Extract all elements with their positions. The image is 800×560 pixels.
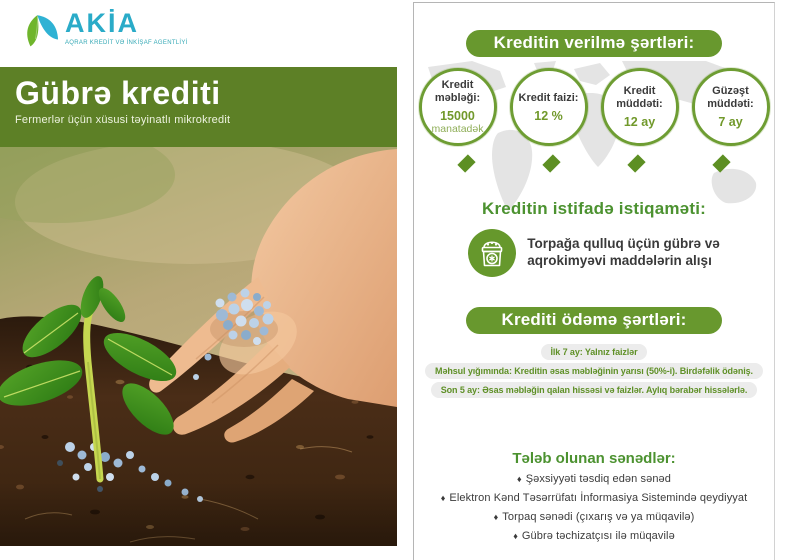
card-content (414, 30, 774, 542)
document-item-text: Elektron Kənd Təsərrüfatı İnformasiya Sistemində qeydiyyat (449, 492, 748, 504)
condition-circle-interest (510, 68, 588, 146)
diamond-icon (457, 154, 475, 172)
repayment-lines (414, 344, 774, 398)
document-item (414, 473, 774, 485)
document-item-text: Gübrə təchizatçısı ilə müqavilə (521, 530, 675, 542)
condition-unit: manatadək (431, 122, 484, 135)
diamond-bullet-icon: ♦ (513, 531, 518, 541)
logo-tagline: AQRAR KREDİT VƏ İNKİŞAF AGENTLİYİ (65, 40, 188, 46)
document-item-text: Torpaq sənədi (çıxarış və ya müqavilə) (502, 511, 695, 523)
condition-value: 12 % (534, 108, 563, 123)
documents-list (414, 473, 774, 542)
diamond-separators (414, 158, 774, 169)
condition-label: Kredit faizi: (518, 91, 579, 104)
condition-value: 7 ay (718, 115, 743, 130)
condition-label: Kredit müddəti: (616, 85, 663, 111)
conditions-header: Kreditin verilmə şərtləri: (466, 30, 722, 57)
condition-value: 15000 (440, 109, 475, 124)
diamond-bullet-icon: ♦ (440, 493, 446, 503)
diamond-icon (712, 154, 730, 172)
repayment-header: Krediti ödəmə şərtləri: (466, 307, 722, 334)
diamond-bullet-icon: ♦ (517, 474, 522, 484)
diamond-icon (542, 154, 560, 172)
document-item-text: Şəxsiyyəti təsdiq edən sənəd (525, 473, 671, 485)
usage-header: Kreditin istifadə istiqaməti: (481, 199, 706, 218)
akia-logo (22, 10, 188, 48)
condition-circle-amount (419, 68, 497, 146)
product-title: Gübrə krediti (15, 75, 221, 111)
product-subtitle: Fermerlər üçün xüsusi təyinatlı mikrokredit (15, 114, 231, 127)
condition-label: Güzəşt müddəti: (707, 85, 754, 111)
fertilizer-bag-icon (468, 229, 516, 277)
repayment-line: Son 5 ay: Əsas məbləğin qalan hissəsi və faizlər. Aylıq bərabər hissələrlə. (431, 382, 758, 398)
usage-line-1: Torpağa qulluq üçün gübrə və (527, 236, 720, 252)
documents-header: Tələb olunan sənədlər: (512, 450, 676, 467)
details-card (413, 2, 775, 560)
usage-text (527, 236, 720, 270)
repayment-line: Məhsul yığımında: Kreditin əsas məbləğinin yarısı (50%-i). Birdəfəlik ödəniş. (425, 363, 763, 379)
title-banner (0, 67, 397, 147)
repayment-line: İlk 7 ay: Yalnız faizlər (541, 344, 648, 360)
conditions-row (414, 68, 774, 146)
diamond-icon (627, 154, 645, 172)
logo-text-block (65, 10, 188, 46)
condition-circle-term (601, 68, 679, 146)
usage-line-2: aqrokimyəvi maddələrin alışı (527, 253, 712, 268)
document-item (414, 492, 774, 504)
document-item (414, 530, 774, 542)
condition-value: 12 ay (623, 115, 656, 130)
condition-label: Kredit məbləği: (434, 79, 481, 105)
usage-row (414, 229, 774, 277)
document-item (414, 511, 774, 523)
condition-circle-grace (692, 68, 770, 146)
leaf-icon (22, 12, 60, 48)
diamond-bullet-icon: ♦ (493, 512, 499, 522)
cover-panel (0, 0, 397, 546)
logo-wordmark: AKİA (65, 8, 139, 38)
cover-photo-hand-fertilizer-seedling (0, 147, 397, 546)
